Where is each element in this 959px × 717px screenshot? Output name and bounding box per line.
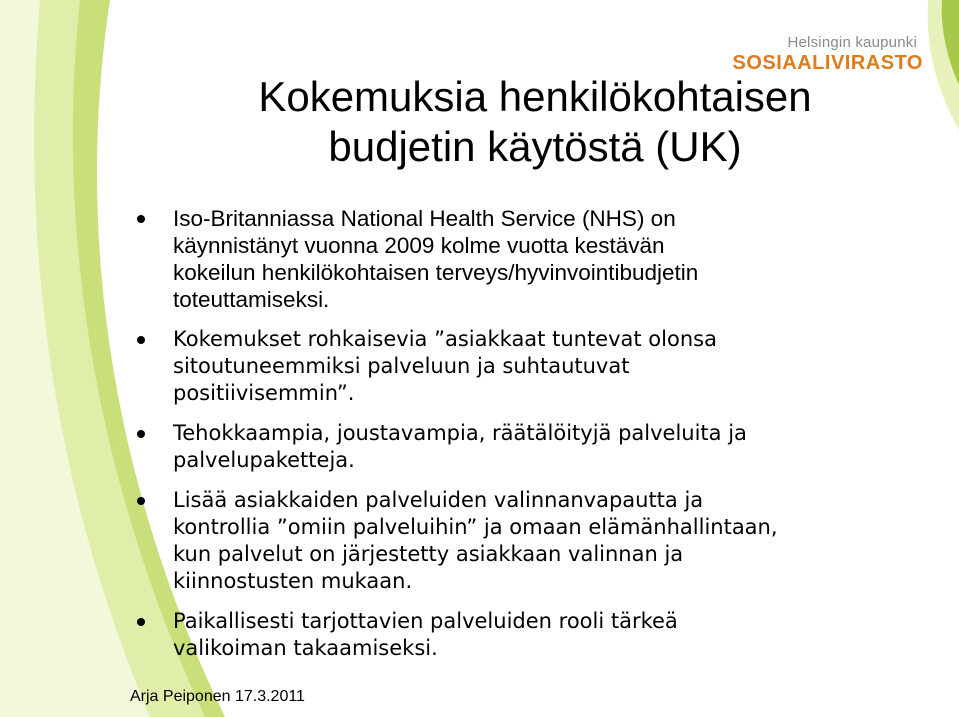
bullet-dot-icon xyxy=(137,497,145,505)
bullet-item xyxy=(130,608,920,662)
bullet-line: kokeilun henkilökohtaisen terveys/hyvinvointibudjetin xyxy=(173,260,699,285)
bullet-line: Lisää asiakkaiden palveluiden valinnanvapautta ja xyxy=(173,488,704,512)
slide-title-line-2: budjetin käytöstä (UK) xyxy=(328,123,742,170)
bullet-line: Iso-Britanniassa National Health Service (NHS) on xyxy=(173,206,676,231)
bullet-line: käynnistänyt vuonna 2009 kolme vuotta kestävän xyxy=(173,233,665,258)
bullet-list xyxy=(130,205,920,675)
bullet-line: palvelupaketteja. xyxy=(173,448,355,472)
logo-department-name: SOSIAALIVIRASTO xyxy=(732,52,923,74)
bullet-line: sitoutuneemmiksi palveluun ja suhtautuvat xyxy=(173,354,630,378)
bullet-dot-icon xyxy=(137,215,145,223)
bullet-line: valikoiman takaamiseksi. xyxy=(173,636,438,660)
bullet-text xyxy=(173,487,920,595)
logo-city-name: Helsingin kaupunki xyxy=(787,34,917,51)
bullet-dot-icon xyxy=(137,336,145,344)
bullet-line: kontrollia ”omiin palveluihin” ja omaan elämänhallintaan, xyxy=(173,515,778,539)
bullet-text xyxy=(173,326,920,407)
bullet-text xyxy=(173,608,920,662)
bullet-item xyxy=(130,205,920,313)
bullet-dot-icon xyxy=(137,618,145,626)
slide-title xyxy=(150,72,920,172)
bullet-text xyxy=(173,420,920,474)
slide-footer: Arja Peiponen 17.3.2011 xyxy=(130,688,305,705)
bullet-line: Tehokkaampia, joustavampia, räätälöityjä palveluita ja xyxy=(173,421,747,445)
bullet-line: positiivisemmin”. xyxy=(173,381,355,405)
slide-title-line-1: Kokemuksia henkilökohtaisen xyxy=(258,73,812,120)
bullet-item xyxy=(130,487,920,595)
bullet-item xyxy=(130,420,920,474)
bullet-text xyxy=(173,205,920,313)
bullet-line: Kokemukset rohkaisevia ”asiakkaat tuntevat olonsa xyxy=(173,327,717,351)
bullet-dot-icon xyxy=(137,430,145,438)
bullet-item xyxy=(130,326,920,407)
bullet-line: kun palvelut on järjestetty asiakkaan valinnan ja xyxy=(173,542,684,566)
bullet-line: kiinnostusten mukaan. xyxy=(173,569,413,593)
organization-logo xyxy=(723,34,923,74)
bullet-line: Paikallisesti tarjottavien palveluiden rooli tärkeä xyxy=(173,609,678,633)
bullet-line: toteuttamiseksi. xyxy=(173,287,330,312)
